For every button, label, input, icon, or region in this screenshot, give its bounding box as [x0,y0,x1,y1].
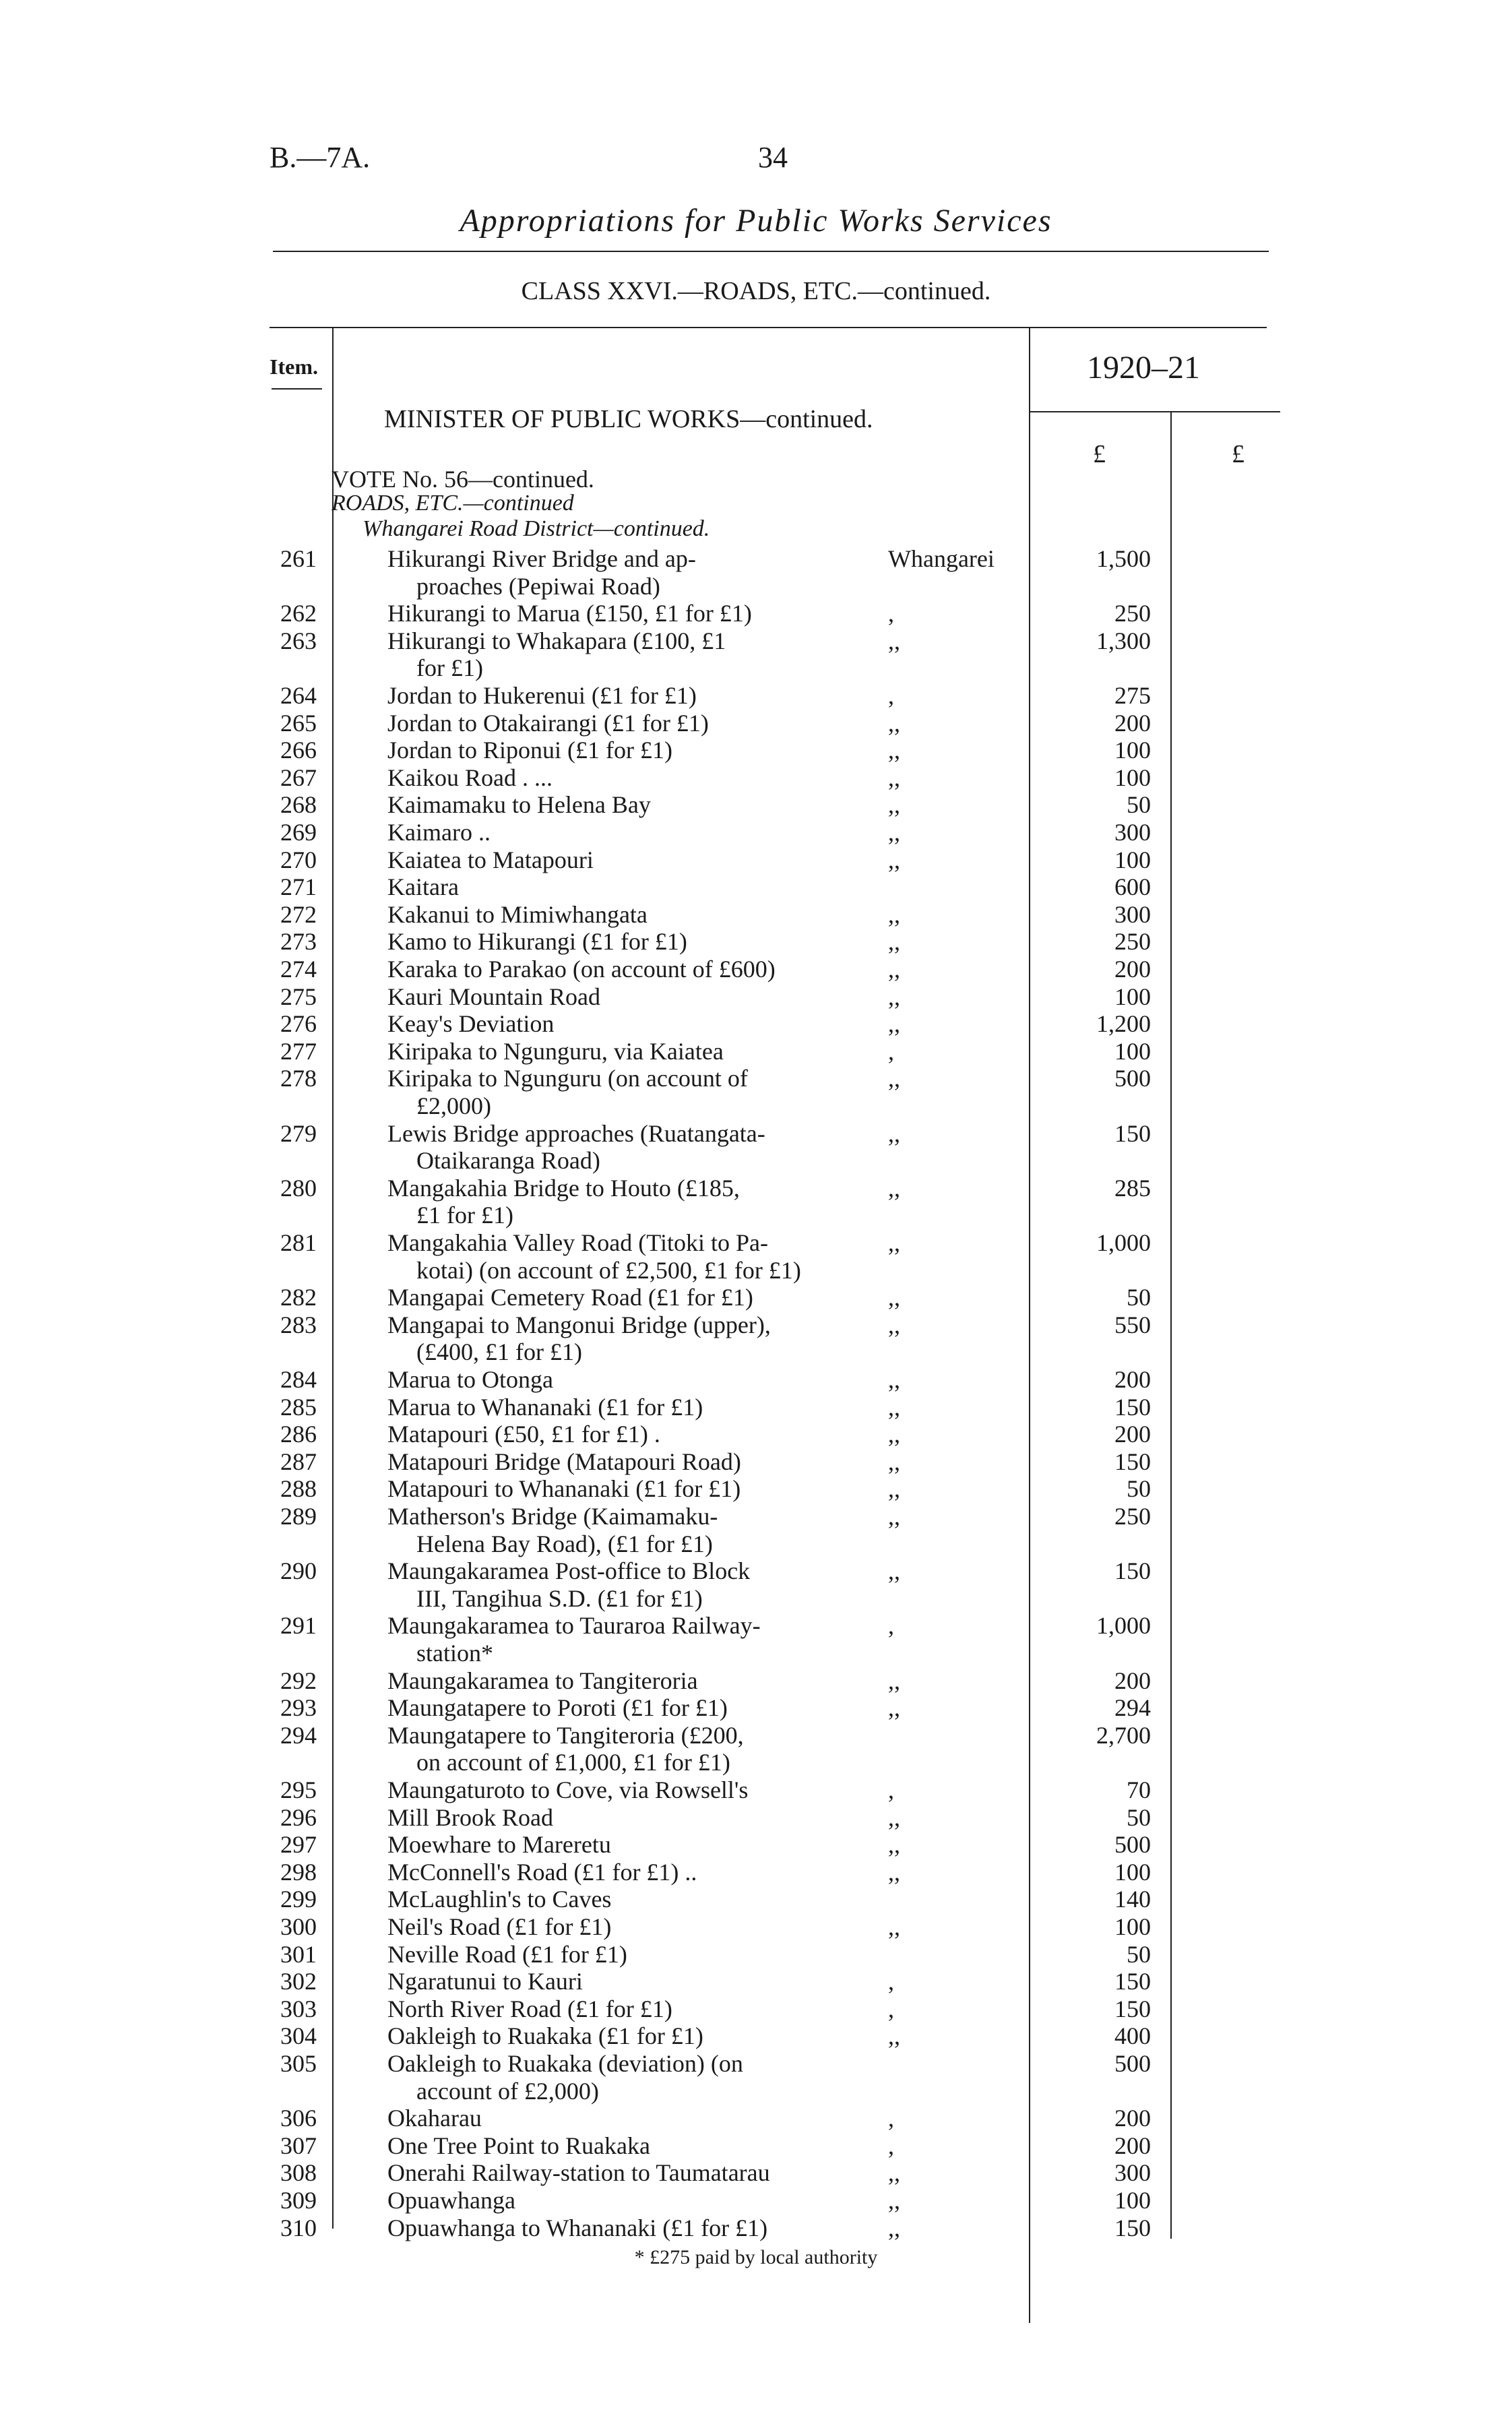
item-description: Kaikou Road . ... [387,764,553,791]
item-number: 267 [280,764,317,791]
item-amount: 100 [1114,983,1151,1010]
item-number: 304 [280,2022,317,2050]
table-row [0,2186,1512,2213]
item-description: Maungatapere to Tangiteroria (£200, [387,1721,744,1749]
item-place: ,, [888,1448,900,1475]
item-amount: 100 [1114,846,1151,873]
currency-symbol-2: £ [1232,440,1245,468]
item-amount: 500 [1114,1831,1151,1859]
item-description: station* [416,1640,493,1667]
item-description: Matapouri Bridge (Matapouri Road) [387,1448,741,1475]
item-number: 271 [280,873,317,901]
table-row [0,1967,1512,1994]
item-number: 265 [280,709,317,737]
item-amount: 1,300 [1096,627,1151,654]
item-place: ,, [888,1421,900,1448]
item-amount: 150 [1114,1119,1151,1147]
item-header-rule [272,388,322,390]
item-place: ,, [888,1010,900,1038]
table-row [0,1557,1512,1584]
item-amount: 200 [1114,956,1151,983]
item-description: Neville Road (£1 for £1) [387,1940,627,1968]
item-description: One Tree Point to Ruakaka [387,2132,650,2159]
item-description: (£400, £1 for £1) [416,1338,582,1366]
item-description: £1 for £1) [416,1202,513,1229]
item-number: 295 [280,1776,317,1803]
item-amount: 100 [1114,2187,1151,2214]
title-rule [273,251,1269,252]
item-number: 270 [280,846,317,873]
table-row [0,846,1512,873]
item-place: , [888,2105,894,2132]
item-description: Oakleigh to Ruakaka (£1 for £1) [387,2022,703,2050]
item-description: Opuawhanga [387,2187,515,2214]
item-description: Matapouri to Whananaki (£1 for £1) [387,1475,741,1503]
table-row [0,1365,1512,1392]
item-description: Moewhare to Mareretu [387,1831,611,1859]
item-place: , [888,2132,894,2159]
item-place: ,, [888,1393,900,1421]
item-number: 307 [280,2132,317,2159]
item-number: 263 [280,627,317,654]
table-row [0,627,1512,654]
item-description: Ngaratunui to Kauri [387,1968,583,1995]
item-place: ,, [888,1831,900,1859]
item-amount: 200 [1114,709,1151,737]
item-description: Otaikaranga Road) [416,1147,600,1175]
currency-symbol-1: £ [1093,440,1106,468]
item-place: , [888,1612,894,1640]
table-row [0,545,1512,571]
table-row [0,1010,1512,1036]
item-number: 272 [280,900,317,928]
item-description: Maungatapere to Poroti (£1 for £1) [387,1694,728,1722]
item-place: ,, [888,1284,900,1311]
table-row [0,1940,1512,1967]
item-place: ,, [888,1311,900,1338]
item-number: 262 [280,600,317,627]
item-description: Kaimamaku to Helena Bay [387,791,651,819]
item-number: 302 [280,1968,317,1995]
item-description: for £1) [416,654,483,682]
item-description: Oakleigh to Ruakaka (deviation) (on [387,2050,743,2077]
district-heading: Whangarei Road District—continued. [363,516,710,541]
item-description: Maungakaramea to Tauraroa Railway- [387,1612,761,1640]
table-row-continuation [0,1201,1512,1228]
item-description: Lewis Bridge approaches (Ruatangata- [387,1119,765,1147]
item-description: Mangakahia Valley Road (Titoki to Pa- [387,1229,768,1256]
table-row [0,599,1512,626]
item-number: 291 [280,1612,317,1640]
item-place: ,, [888,846,900,873]
item-number: 296 [280,1803,317,1831]
table-row [0,709,1512,736]
item-amount: 294 [1114,1694,1151,1722]
item-amount: 150 [1114,1448,1151,1475]
item-number: 308 [280,2159,317,2187]
item-place: ,, [888,1475,900,1503]
item-amount: 150 [1114,1557,1151,1585]
item-amount: 100 [1114,1037,1151,1065]
item-description: Matapouri (£50, £1 for £1) . [387,1421,660,1448]
item-description: Mangakahia Bridge to Houto (£185, [387,1174,740,1202]
item-place: , [888,600,894,627]
item-number: 282 [280,1284,317,1311]
item-description: Jordan to Otakairangi (£1 for £1) [387,709,709,737]
item-amount: 285 [1114,1174,1151,1202]
item-amount: 200 [1114,1421,1151,1448]
item-description: Karaka to Parakao (on account of £600) [387,956,776,983]
table-row [0,1119,1512,1146]
item-place: ,, [888,956,900,983]
table-row [0,818,1512,845]
item-number: 269 [280,819,317,846]
year-header-rule [1030,411,1280,412]
item-description: Marua to Whananaki (£1 for £1) [387,1393,703,1421]
item-amount: 100 [1114,1913,1151,1940]
item-amount: 200 [1114,2132,1151,2159]
item-amount: 70 [1127,1776,1151,1803]
item-amount: 1,000 [1096,1612,1151,1640]
table-row [0,1721,1512,1748]
table-row [0,2022,1512,2049]
item-description: Kaimaro .. [387,819,491,846]
table-row-continuation [0,1639,1512,1666]
item-description: on account of £1,000, £1 for £1) [416,1749,730,1776]
table-row-continuation [0,1338,1512,1365]
table-row [0,2132,1512,2159]
item-description: Maungakaramea to Tangiteroria [387,1667,698,1694]
item-amount: 250 [1114,1503,1151,1530]
item-amount: 500 [1114,2050,1151,2077]
table-row-continuation [0,572,1512,599]
item-number: 300 [280,1913,317,1940]
item-amount: 200 [1114,1366,1151,1393]
table-row-continuation [0,2077,1512,2104]
item-amount: 50 [1127,791,1151,819]
table-row [0,1995,1512,2022]
item-place: ,, [888,1694,900,1722]
item-description: account of £2,000) [416,2077,599,2105]
item-amount: 200 [1114,2105,1151,2132]
item-amount: 50 [1127,1940,1151,1968]
item-description: Okaharau [387,2105,482,2132]
item-description: Hikurangi to Whakapara (£100, £1 [387,627,726,654]
item-place: ,, [888,1913,900,1940]
item-description: kotai) (on account of £2,500, £1 for £1) [416,1256,801,1284]
item-number: 284 [280,1366,317,1393]
item-description: Mangapai to Mangonui Bridge (upper), [387,1311,771,1338]
page-title: Appropriations for Public Works Services [460,203,1052,239]
item-description: Kakanui to Mimiwhangata [387,900,648,928]
item-amount: 150 [1114,1995,1151,2022]
item-amount: 550 [1114,1311,1151,1338]
item-amount: 2,700 [1096,1721,1151,1749]
item-number: 274 [280,956,317,983]
table-row [0,1037,1512,1064]
item-place: ,, [888,737,900,764]
item-amount: 50 [1127,1803,1151,1831]
item-place: ,, [888,900,900,928]
table-row [0,1803,1512,1830]
item-description: Keay's Deviation [387,1010,555,1038]
table-row [0,1830,1512,1857]
item-amount: 250 [1114,600,1151,627]
item-place: ,, [888,791,900,819]
item-amount: 100 [1114,764,1151,791]
item-description: proaches (Pepiwai Road) [416,572,660,600]
item-amount: 150 [1114,1393,1151,1421]
item-amount: 1,000 [1096,1229,1151,1256]
item-column-header: Item. [270,354,318,379]
item-number: 292 [280,1667,317,1694]
subhead: ROADS, ETC.—continued [332,491,574,516]
item-number: 261 [280,545,317,572]
item-place: ,, [888,1503,900,1530]
item-number: 276 [280,1010,317,1038]
table-row [0,2214,1512,2241]
item-description: McLaughlin's to Caves [387,1886,612,1913]
item-number: 264 [280,682,317,709]
table-row-continuation [0,1146,1512,1173]
item-place: , [888,1037,894,1065]
item-number: 286 [280,1421,317,1448]
item-amount: 300 [1114,900,1151,928]
item-place: ,, [888,983,900,1010]
item-description: Maungakaramea Post-office to Block [387,1557,751,1585]
item-place: ,, [888,1858,900,1886]
item-description: Kaiatea to Matapouri [387,846,594,873]
item-number: 287 [280,1448,317,1475]
item-place: ,, [888,2159,900,2187]
item-description: Kauri Mountain Road [387,983,600,1010]
item-amount: 1,200 [1096,1010,1151,1038]
class-heading: CLASS XXVI.—ROADS, ETC.—continued. [521,277,991,305]
item-place: ,, [888,2187,900,2214]
item-place: ,, [888,764,900,791]
table-row [0,1858,1512,1885]
item-place: ,, [888,928,900,956]
item-place: , [888,1968,894,1995]
item-description: Helena Bay Road), (£1 for £1) [416,1530,713,1557]
item-place: ,, [888,1174,900,1202]
item-place: ,, [888,1065,900,1092]
item-number: 294 [280,1721,317,1749]
item-number: 288 [280,1475,317,1503]
item-number: 297 [280,1831,317,1859]
item-number: 301 [280,1940,317,1968]
item-place: ,, [888,819,900,846]
item-number: 310 [280,2214,317,2241]
item-amount: 200 [1114,1667,1151,1694]
item-number: 281 [280,1229,317,1256]
table-row [0,1475,1512,1501]
item-place: ,, [888,1119,900,1147]
table-row [0,1611,1512,1638]
item-description: Kiripaka to Ngunguru (on account of [387,1065,748,1092]
table-row [0,1776,1512,1803]
table-row-continuation [0,654,1512,681]
table-row [0,1283,1512,1310]
item-amount: 1,500 [1096,545,1151,572]
table-row [0,955,1512,982]
item-description: North River Road (£1 for £1) [387,1995,672,2022]
item-number: 299 [280,1886,317,1913]
item-description: McConnell's Road (£1 for £1) .. [387,1858,697,1886]
table-row [0,1064,1512,1091]
table-top-rule [270,327,1267,328]
item-number: 275 [280,983,317,1010]
item-number: 290 [280,1557,317,1585]
item-description: Jordan to Riponui (£1 for £1) [387,737,672,764]
item-description: Kamo to Hikurangi (£1 for £1) [387,928,687,956]
table-row [0,1393,1512,1420]
item-description: Mangapai Cemetery Road (£1 for £1) [387,1284,753,1311]
table-row [0,873,1512,900]
table-row-continuation [0,1748,1512,1775]
item-amount: 500 [1114,1065,1151,1092]
item-place: ,, [888,709,900,737]
item-number: 293 [280,1694,317,1722]
item-amount: 140 [1114,1886,1151,1913]
item-amount: 300 [1114,2159,1151,2187]
item-number: 306 [280,2105,317,2132]
table-row [0,1174,1512,1201]
item-amount: 300 [1114,819,1151,846]
table-row [0,736,1512,763]
item-amount: 50 [1127,1475,1151,1503]
item-description: Jordan to Hukerenui (£1 for £1) [387,682,697,709]
item-amount: 600 [1114,873,1151,901]
item-number: 280 [280,1174,317,1202]
item-description: Kiripaka to Ngunguru, via Kaiatea [387,1037,724,1065]
item-number: 289 [280,1503,317,1530]
item-description: Matherson's Bridge (Kaimamaku- [387,1503,718,1530]
minister-heading: MINISTER OF PUBLIC WORKS—continued. [384,405,873,433]
item-place: , [888,682,894,709]
item-number: 303 [280,1995,317,2022]
table-row [0,764,1512,790]
table-row [0,1229,1512,1255]
item-number: 298 [280,1858,317,1886]
item-place: ,, [888,1229,900,1256]
item-description: Hikurangi to Marua (£150, £1 for £1) [387,600,752,627]
item-number: 285 [280,1393,317,1421]
item-amount: 50 [1127,1284,1151,1311]
year-column-header: 1920–21 [1087,350,1200,385]
item-number: 309 [280,2187,317,2214]
page-number: 34 [758,141,788,174]
item-description: Marua to Otonga [387,1366,553,1393]
item-place: ,, [888,2022,900,2050]
item-description: Opuawhanga to Whananaki (£1 for £1) [387,2214,768,2241]
document-reference: B.—7A. [270,141,371,174]
item-description: £2,000) [416,1092,491,1119]
table-row [0,790,1512,817]
table-row [0,2104,1512,2131]
item-place: ,, [888,1803,900,1831]
item-place: ,, [888,1667,900,1694]
table-row [0,900,1512,927]
table-row [0,1311,1512,1338]
table-row [0,1448,1512,1475]
table-row [0,1502,1512,1529]
item-amount: 150 [1114,2214,1151,2241]
item-place: ,, [888,1366,900,1393]
table-row-continuation [0,1256,1512,1283]
table-row [0,983,1512,1010]
item-number: 278 [280,1065,317,1092]
table-row [0,1420,1512,1447]
table-row-continuation [0,1584,1512,1611]
table-row [0,927,1512,954]
item-description: Mill Brook Road [387,1803,554,1831]
item-amount: 150 [1114,1968,1151,1995]
item-amount: 275 [1114,682,1151,709]
item-description: Neil's Road (£1 for £1) [387,1913,612,1940]
item-number: 283 [280,1311,317,1338]
item-number: 305 [280,2050,317,2077]
item-description: Maungaturoto to Cove, via Rowsell's [387,1776,749,1803]
table-row [0,1694,1512,1720]
item-number: 268 [280,791,317,819]
table-row [0,1885,1512,1912]
item-number: 266 [280,737,317,764]
table-row-continuation [0,1530,1512,1557]
item-amount: 100 [1114,737,1151,764]
vote-heading: VOTE No. 56—continued. [332,466,594,493]
item-description: Hikurangi River Bridge and ap- [387,545,696,572]
table-row [0,681,1512,708]
item-number: 273 [280,928,317,956]
item-place: ,, [888,2214,900,2241]
item-number: 277 [280,1037,317,1065]
table-row [0,2159,1512,2185]
item-place: ,, [888,627,900,654]
item-place: , [888,1995,894,2022]
item-description: III, Tangihua S.D. (£1 for £1) [416,1584,703,1612]
item-place: Whangarei [888,545,995,572]
table-row [0,1913,1512,1940]
item-amount: 100 [1114,1858,1151,1886]
table-row [0,2049,1512,2076]
item-description: Kaitara [387,873,459,901]
item-amount: 250 [1114,928,1151,956]
footnote: * £275 paid by local authority [634,2246,878,2268]
item-place: , [888,1776,894,1803]
item-amount: 400 [1114,2022,1151,2050]
table-row [0,1667,1512,1694]
item-place: ,, [888,1557,900,1585]
item-description: Onerahi Railway-station to Taumatarau [387,2159,770,2187]
table-row-continuation [0,1092,1512,1119]
item-number: 279 [280,1119,317,1147]
